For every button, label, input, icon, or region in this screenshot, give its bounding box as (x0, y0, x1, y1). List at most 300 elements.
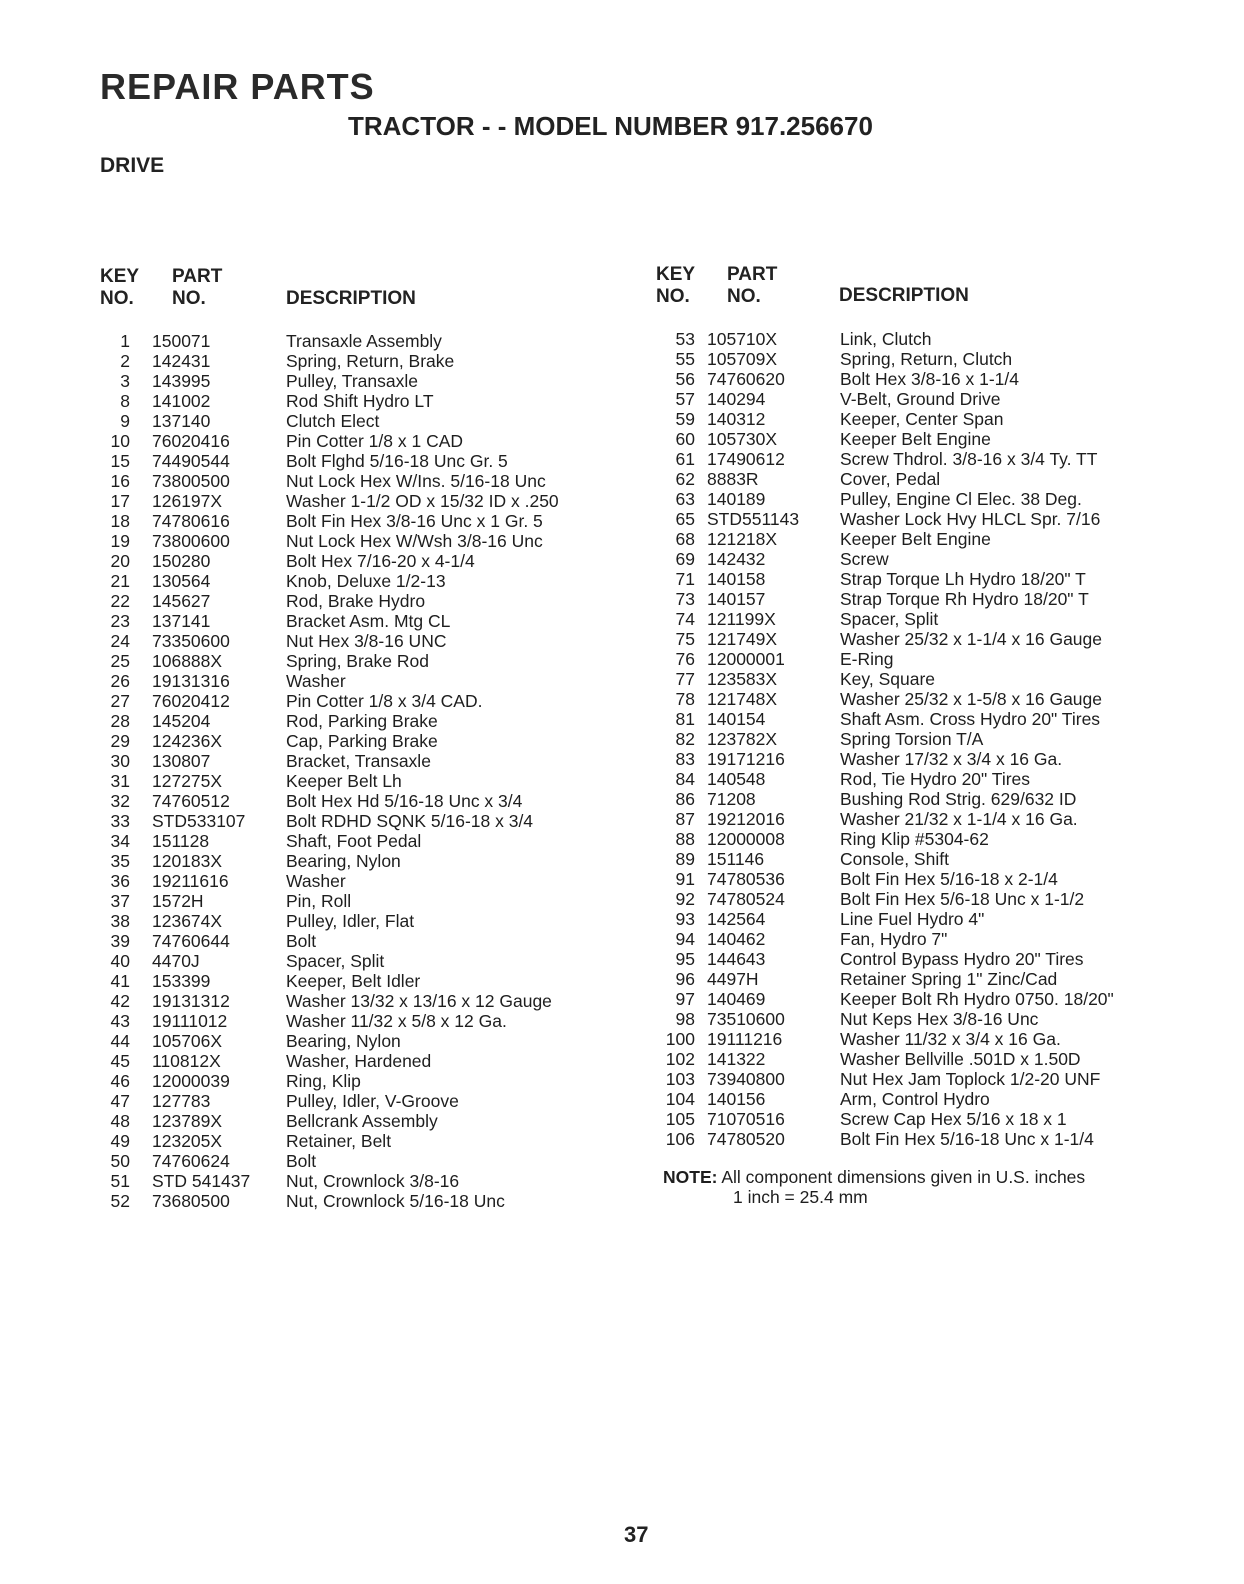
key-number: 102 (665, 1049, 695, 1069)
part-number: 145204 (152, 711, 211, 731)
table-row (100, 771, 620, 791)
key-number: 20 (110, 551, 130, 571)
part-description: Spring, Return, Brake (286, 351, 455, 371)
part-description: Pulley, Engine Cl Elec. 38 Deg. (840, 489, 1082, 509)
part-description: Rod Shift Hydro LT (286, 391, 434, 411)
part-description: Bolt Hex 7/16-20 x 4-1/4 (286, 551, 475, 571)
part-number: 140189 (707, 489, 766, 509)
part-number: 4470J (152, 951, 200, 971)
part-number: 151146 (707, 849, 765, 869)
left-description-header: DESCRIPTION (286, 288, 416, 309)
key-number: 76 (675, 649, 695, 669)
part-number: 19131316 (152, 671, 230, 691)
key-number: 30 (110, 751, 130, 771)
note-label: NOTE: (663, 1167, 718, 1187)
part-description: Keeper, Center Span (840, 409, 1004, 429)
key-number: 91 (675, 869, 695, 889)
part-number: 141322 (707, 1049, 766, 1069)
table-row (100, 1191, 620, 1211)
key-number: 50 (110, 1151, 130, 1171)
part-number: 121748X (707, 689, 778, 709)
part-description: Ring, Klip (286, 1071, 361, 1091)
key-number: 63 (675, 489, 695, 509)
table-row (100, 971, 620, 991)
part-description: Nut, Crownlock 3/8-16 (286, 1171, 460, 1191)
key-number: 56 (675, 369, 695, 389)
part-description: Washer 11/32 x 3/4 x 16 Ga. (840, 1029, 1061, 1049)
part-number: 126197X (152, 491, 223, 511)
part-description: Bolt Flghd 5/16-18 Unc Gr. 5 (286, 451, 508, 471)
table-row (650, 949, 1210, 969)
part-description: Nut Keps Hex 3/8-16 Unc (840, 1009, 1039, 1029)
table-row (650, 1009, 1210, 1029)
table-row (100, 791, 620, 811)
part-number: 140294 (707, 389, 766, 409)
part-number: 142564 (707, 909, 766, 929)
part-number: 74780520 (707, 1129, 785, 1149)
part-description: Washer 21/32 x 1-1/4 x 16 Ga. (840, 809, 1078, 829)
key-number: 46 (110, 1071, 130, 1091)
key-number: 32 (110, 791, 130, 811)
key-number: 45 (110, 1051, 130, 1071)
table-row (100, 431, 620, 451)
part-number: 71070516 (707, 1109, 785, 1129)
part-number: 130807 (152, 751, 211, 771)
part-description: Bolt Fin Hex 3/8-16 Unc x 1 Gr. 5 (286, 511, 543, 531)
table-row (650, 669, 1210, 689)
key-number: 31 (110, 771, 130, 791)
key-number: 33 (110, 811, 130, 831)
table-row (650, 609, 1210, 629)
key-number: 1 (120, 331, 130, 351)
table-row (100, 951, 620, 971)
part-description: Bearing, Nylon (286, 851, 401, 871)
part-description: Cap, Parking Brake (286, 731, 438, 751)
key-number: 21 (110, 571, 130, 591)
part-number: 73510600 (707, 1009, 785, 1029)
table-row (100, 931, 620, 951)
key-number: 25 (110, 651, 130, 671)
table-row (100, 911, 620, 931)
key-number: 29 (110, 731, 130, 751)
key-number: 2 (120, 351, 130, 371)
key-number: 88 (675, 829, 695, 849)
table-row (100, 511, 620, 531)
key-number: 78 (675, 689, 695, 709)
key-number: 86 (675, 789, 695, 809)
part-description: Spring, Return, Clutch (840, 349, 1013, 369)
part-description: Nut Lock Hex W/Wsh 3/8-16 Unc (286, 531, 543, 551)
table-row (100, 1011, 620, 1031)
table-row (100, 591, 620, 611)
part-number: 105710X (707, 329, 778, 349)
part-number: 137141 (152, 611, 211, 631)
part-description: Key, Square (840, 669, 936, 689)
key-number: 94 (675, 929, 695, 949)
table-row (100, 351, 620, 371)
part-description: Bracket, Transaxle (286, 751, 431, 771)
part-description: Screw Cap Hex 5/16 x 18 x 1 (840, 1109, 1067, 1129)
part-description: Washer 17/32 x 3/4 x 16 Ga. (840, 749, 1063, 769)
table-row (650, 749, 1210, 769)
part-description: Keeper Belt Engine (840, 429, 991, 449)
table-row (650, 809, 1210, 829)
table-row (650, 409, 1210, 429)
part-number: 142431 (152, 351, 211, 371)
part-description: Pin, Roll (286, 891, 352, 911)
key-number: 65 (675, 509, 695, 529)
key-number: 73 (675, 589, 695, 609)
part-description: Retainer, Belt (286, 1131, 392, 1151)
table-row (650, 969, 1210, 989)
part-description: Bolt Fin Hex 5/6-18 Unc x 1-1/2 (840, 889, 1085, 909)
table-row (100, 731, 620, 751)
part-number: 142432 (707, 549, 766, 569)
key-number: 100 (665, 1029, 695, 1049)
key-number: 49 (110, 1131, 130, 1151)
part-number: 140462 (707, 929, 766, 949)
part-description: Bellcrank Assembly (286, 1111, 438, 1131)
table-row (650, 389, 1210, 409)
table-row (100, 991, 620, 1011)
part-description: Pulley, Idler, V-Groove (286, 1091, 459, 1111)
part-number: 74760624 (152, 1151, 230, 1171)
part-description: Washer 13/32 x 13/16 x 12 Gauge (286, 991, 552, 1011)
part-number: 140548 (707, 769, 766, 789)
table-row (100, 651, 620, 671)
part-number: 105706X (152, 1031, 223, 1051)
part-description: V-Belt, Ground Drive (840, 389, 1001, 409)
table-row (650, 589, 1210, 609)
part-number: 110812X (152, 1051, 221, 1071)
table-row (650, 829, 1210, 849)
table-row (100, 391, 620, 411)
note-line-2: 1 inch = 25.4 mm (733, 1187, 868, 1207)
page-title: REPAIR PARTS (100, 66, 375, 107)
key-number: 17 (110, 491, 130, 511)
table-row (100, 471, 620, 491)
table-row (100, 1051, 620, 1071)
table-row (650, 849, 1210, 869)
table-row (650, 629, 1210, 649)
part-description: Retainer Spring 1" Zinc/Cad (840, 969, 1058, 989)
part-number: 140154 (707, 709, 766, 729)
key-number: 52 (110, 1191, 130, 1211)
table-row (100, 1031, 620, 1051)
table-row (100, 691, 620, 711)
table-row (100, 811, 620, 831)
part-description: Nut Hex Jam Toplock 1/2-20 UNF (840, 1069, 1101, 1089)
table-row (650, 1129, 1210, 1149)
part-description: Washer 1-1/2 OD x 15/32 ID x .250 (286, 491, 559, 511)
part-number: 74760644 (152, 931, 230, 951)
key-number: 96 (675, 969, 695, 989)
key-number: 48 (110, 1111, 130, 1131)
key-number: 75 (675, 629, 695, 649)
key-number: 98 (675, 1009, 695, 1029)
key-number: 59 (675, 409, 695, 429)
table-row (100, 1111, 620, 1131)
key-number: 38 (110, 911, 130, 931)
part-description: Pin Cotter 1/8 x 1 CAD (286, 431, 464, 451)
part-number: STD 541437 (152, 1171, 251, 1191)
part-description: Nut, Crownlock 5/16-18 Unc (286, 1191, 505, 1211)
key-number: 55 (675, 349, 695, 369)
part-number: 127275X (152, 771, 223, 791)
part-description: Clutch Elect (286, 411, 380, 431)
table-row (650, 509, 1210, 529)
key-number: 41 (110, 971, 130, 991)
part-description: Strap Torque Lh Hydro 18/20" T (840, 569, 1086, 589)
key-number: 10 (110, 431, 130, 451)
part-number: 73350600 (152, 631, 230, 651)
part-description: Spring, Brake Rod (286, 651, 429, 671)
part-description: Washer 25/32 x 1-1/4 x 16 Gauge (840, 629, 1103, 649)
key-number: 106 (665, 1129, 695, 1149)
table-row (100, 871, 620, 891)
key-number: 26 (110, 671, 130, 691)
table-row (100, 1131, 620, 1151)
part-description: Keeper, Belt Idler (286, 971, 421, 991)
section-title: DRIVE (100, 154, 165, 177)
table-row (650, 369, 1210, 389)
key-number: 77 (675, 669, 695, 689)
part-description: Washer Bellville .501D x 1.50D (840, 1049, 1081, 1069)
part-number: 124236X (152, 731, 223, 751)
table-row (100, 711, 620, 731)
key-number: 82 (675, 729, 695, 749)
table-row (650, 869, 1210, 889)
key-number: 27 (110, 691, 130, 711)
table-row (100, 531, 620, 551)
part-description: Pulley, Transaxle (286, 371, 418, 391)
table-row (100, 611, 620, 631)
key-number: 68 (675, 529, 695, 549)
part-description: Console, Shift (840, 849, 949, 869)
part-description: Shaft, Foot Pedal (286, 831, 422, 851)
part-description: Washer 11/32 x 5/8 x 12 Ga. (286, 1011, 507, 1031)
key-number: 28 (110, 711, 130, 731)
table-row (650, 1029, 1210, 1049)
note-line-1: All component dimensions given in U.S. inches (721, 1167, 1086, 1187)
part-description: Link, Clutch (840, 329, 932, 349)
key-number: 97 (675, 989, 695, 1009)
key-number: 95 (675, 949, 695, 969)
part-description: Cover, Pedal (840, 469, 941, 489)
part-description: Ring Klip #5304-62 (840, 829, 989, 849)
part-description: E-Ring (840, 649, 894, 669)
part-number: 1572H (152, 891, 204, 911)
part-number: 105730X (707, 429, 778, 449)
key-number: 35 (110, 851, 130, 871)
key-number: 47 (110, 1091, 130, 1111)
key-number: 51 (110, 1171, 130, 1191)
key-number: 104 (665, 1089, 695, 1109)
table-row (650, 689, 1210, 709)
part-number: 143995 (152, 371, 211, 391)
table-row (650, 729, 1210, 749)
right-parts-table (650, 329, 1210, 1149)
part-description: Screw (840, 549, 889, 569)
table-row (650, 649, 1210, 669)
part-number: STD533107 (152, 811, 246, 831)
part-number: 123205X (152, 1131, 223, 1151)
key-number: 69 (675, 549, 695, 569)
part-number: 19211616 (152, 871, 229, 891)
part-description: Rod, Tie Hydro 20" Tires (840, 769, 1031, 789)
key-number: 24 (110, 631, 130, 651)
key-number: 62 (675, 469, 695, 489)
key-number: 8 (120, 391, 130, 411)
part-description: Bolt Fin Hex 5/16-18 Unc x 1-1/4 (840, 1129, 1094, 1149)
table-row (650, 889, 1210, 909)
part-number: 17490612 (707, 449, 785, 469)
dimensions-note (663, 1167, 1086, 1207)
part-number: 19171216 (707, 749, 785, 769)
key-number: 43 (110, 1011, 130, 1031)
table-row (100, 451, 620, 471)
table-row (650, 1089, 1210, 1109)
key-number: 103 (665, 1069, 695, 1089)
key-number: 19 (110, 531, 130, 551)
part-description: Bearing, Nylon (286, 1031, 401, 1051)
part-description: Transaxle Assembly (286, 331, 442, 351)
part-number: 151128 (152, 831, 210, 851)
table-row (100, 891, 620, 911)
key-number: 74 (675, 609, 695, 629)
table-row (650, 769, 1210, 789)
part-description: Shaft Asm. Cross Hydro 20" Tires (840, 709, 1101, 729)
part-description: Nut Hex 3/8-16 UNC (286, 631, 447, 651)
table-row (100, 831, 620, 851)
table-row (650, 709, 1210, 729)
part-number: 141002 (152, 391, 211, 411)
part-description: Keeper Bolt Rh Hydro 0750. 18/20" (840, 989, 1114, 1009)
part-description: Rod, Brake Hydro (286, 591, 426, 611)
key-number: 71 (675, 569, 695, 589)
part-description: Bolt (286, 931, 317, 951)
part-number: 76020412 (152, 691, 230, 711)
table-row (100, 1071, 620, 1091)
part-description: Spacer, Split (286, 951, 385, 971)
key-number: 92 (675, 889, 695, 909)
part-number: 73940800 (707, 1069, 785, 1089)
table-row (650, 1049, 1210, 1069)
table-row (100, 331, 620, 351)
part-number: 19212016 (707, 809, 785, 829)
part-number: 4497H (707, 969, 759, 989)
part-number: 123674X (152, 911, 223, 931)
part-number: 153399 (152, 971, 211, 991)
part-number: 12000008 (707, 829, 785, 849)
part-number: 73680500 (152, 1191, 230, 1211)
part-number: 74490544 (152, 451, 230, 471)
table-row (100, 371, 620, 391)
left-part-header: PART NO. (172, 266, 223, 309)
part-number: 123789X (152, 1111, 223, 1131)
part-number: 12000039 (152, 1071, 230, 1091)
part-number: 127783 (152, 1091, 211, 1111)
table-row (650, 1109, 1210, 1129)
table-row (650, 789, 1210, 809)
part-number: 121218X (707, 529, 778, 549)
table-row (650, 469, 1210, 489)
part-number: 140156 (707, 1089, 766, 1109)
part-number: 140469 (707, 989, 766, 1009)
part-description: Spring Torsion T/A (840, 729, 984, 749)
key-number: 87 (675, 809, 695, 829)
part-description: Pulley, Idler, Flat (286, 911, 415, 931)
table-row (650, 929, 1210, 949)
table-row (100, 1171, 620, 1191)
table-row (650, 529, 1210, 549)
part-number: 74780616 (152, 511, 230, 531)
table-row (650, 489, 1210, 509)
part-number: 71208 (707, 789, 756, 809)
part-number: 19111216 (707, 1029, 783, 1049)
part-number: STD551143 (707, 509, 800, 529)
key-number: 23 (110, 611, 130, 631)
right-key-header: KEY NO. (656, 264, 696, 307)
key-number: 15 (110, 451, 130, 471)
part-number: 74760620 (707, 369, 785, 389)
key-number: 89 (675, 849, 695, 869)
key-number: 61 (675, 449, 695, 469)
part-description: Fan, Hydro 7" (840, 929, 948, 949)
table-row (100, 571, 620, 591)
key-number: 93 (675, 909, 695, 929)
table-row (650, 449, 1210, 469)
part-number: 74760512 (152, 791, 230, 811)
part-number: 74780536 (707, 869, 785, 889)
part-number: 121749X (707, 629, 778, 649)
key-number: 34 (110, 831, 130, 851)
table-row (650, 569, 1210, 589)
part-description: Washer (286, 671, 346, 691)
table-row (650, 1069, 1210, 1089)
part-description: Strap Torque Rh Hydro 18/20" T (840, 589, 1089, 609)
part-description: Bolt Hex 3/8-16 x 1-1/4 (840, 369, 1019, 389)
part-description: Washer, Hardened (286, 1051, 432, 1071)
part-number: 120183X (152, 851, 223, 871)
table-row (650, 989, 1210, 1009)
key-number: 39 (110, 931, 130, 951)
left-parts-table (100, 331, 620, 1211)
part-description: Washer 25/32 x 1-5/8 x 16 Gauge (840, 689, 1103, 709)
key-number: 42 (110, 991, 130, 1011)
part-number: 123782X (707, 729, 778, 749)
table-row (100, 751, 620, 771)
part-number: 19131312 (152, 991, 230, 1011)
part-number: 140158 (707, 569, 766, 589)
key-number: 3 (120, 371, 130, 391)
table-row (650, 329, 1210, 349)
part-description: Spacer, Split (840, 609, 939, 629)
part-description: Bolt Fin Hex 5/16-18 x 2-1/4 (840, 869, 1058, 889)
table-row (100, 491, 620, 511)
part-description: Bolt Hex Hd 5/16-18 Unc x 3/4 (286, 791, 523, 811)
model-subtitle: TRACTOR - - MODEL NUMBER 917.256670 (348, 111, 873, 141)
part-number: 123583X (707, 669, 778, 689)
key-number: 81 (675, 709, 695, 729)
part-number: 150071 (152, 331, 211, 351)
key-number: 9 (120, 411, 130, 431)
left-key-header: KEY NO. (100, 266, 140, 309)
table-row (650, 349, 1210, 369)
part-number: 73800600 (152, 531, 230, 551)
key-number: 37 (110, 891, 130, 911)
page-number: 37 (624, 1522, 649, 1547)
